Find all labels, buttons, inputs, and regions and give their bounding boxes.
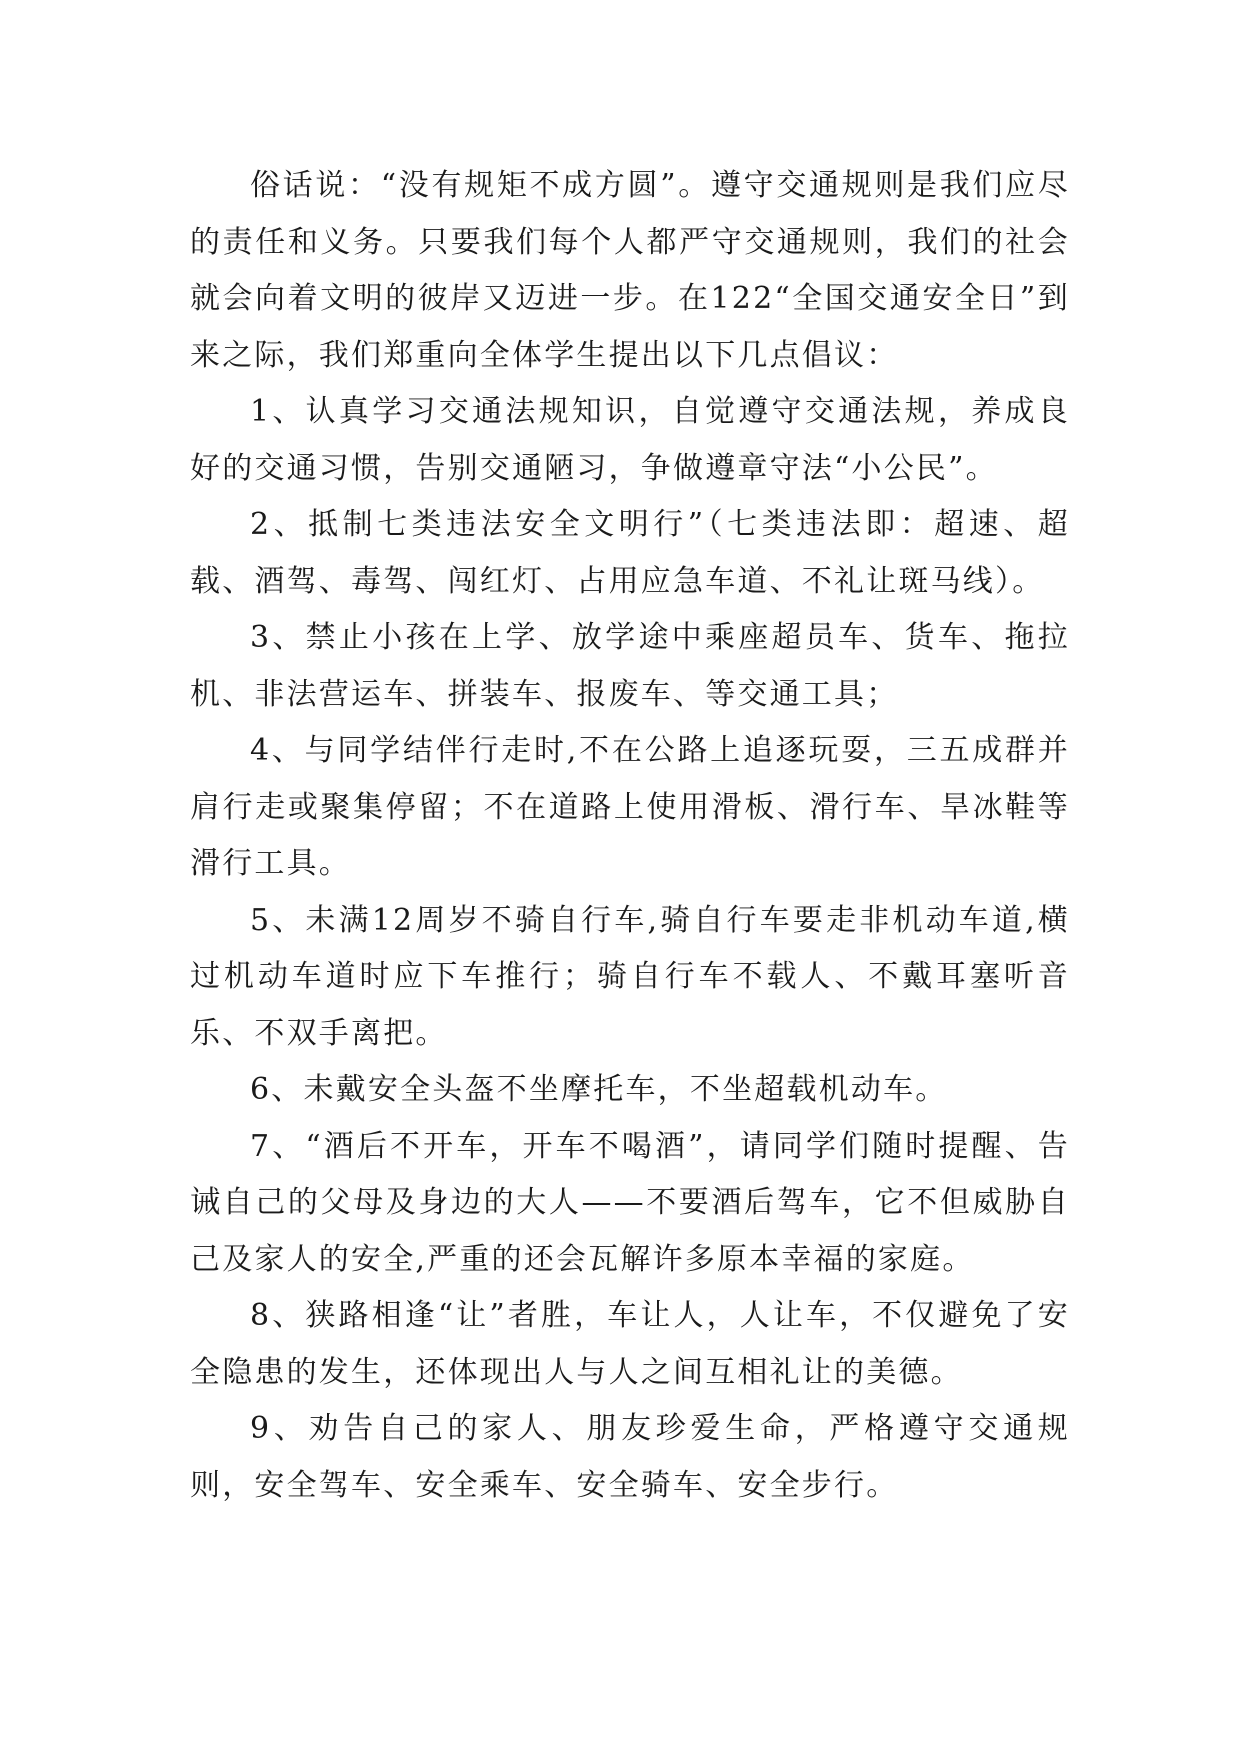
document-body: [190, 158, 1070, 1514]
proposal-item-7: 7、“酒后不开车，开车不喝酒”，请同学们随时提醒、告诫自己的父母及身边的大人——不要酒后驾车，它不但威胁自己及家人的安全,严重的还会瓦解许多原本幸福的家庭。: [190, 1128, 1070, 1277]
proposal-item-1: 1、认真学习交通法规知识，自觉遵守交通法规，养成良好的交通习惯，告别交通陋习，争做遵章守法“小公民”。: [190, 394, 1070, 486]
proposal-item-3: 3、禁止小孩在上学、放学途中乘座超员车、货车、拖拉机、非法营运车、拼装车、报废车、等交通工具；: [190, 620, 1070, 712]
proposal-item-2: 2、抵制七类违法安全文明行”（七类违法即：超速、超载、酒驾、毒驾、闯红灯、占用应急车道、不礼让斑马线）。: [190, 507, 1070, 599]
intro-paragraph: 俗话说：“没有规矩不成方圆”。遵守交通规则是我们应尽的责任和义务。只要我们每个人都严守交通规则，我们的社会就会向着文明的彼岸又迈进一步。在122“全国交通安全日”到来之际，我们郑重向全体学生提出以下几点倡议：: [190, 168, 1070, 373]
proposal-item-9: 9、劝告自己的家人、朋友珍爱生命，严格遵守交通规则，安全驾车、安全乘车、安全骑车、安全步行。: [190, 1411, 1070, 1503]
proposal-item-4: 4、与同学结伴行走时,不在公路上追逐玩耍，三五成群并肩行走或聚集停留；不在道路上使用滑板、滑行车、旱冰鞋等滑行工具。: [190, 733, 1070, 881]
proposal-item-6: 6、未戴安全头盔不坐摩托车，不坐超载机动车。: [250, 1072, 948, 1107]
proposal-item-5: 5、未满12周岁不骑自行车,骑自行车要走非机动车道,横过机动车道时应下车推行；骑自行车不载人、不戴耳塞听音乐、不双手离把。: [190, 902, 1070, 1051]
proposal-item-8: 8、狭路相逢“让”者胜，车让人，人让车，不仅避免了安全隐患的发生，还体现出人与人之间互相礼让的美德。: [190, 1298, 1070, 1390]
